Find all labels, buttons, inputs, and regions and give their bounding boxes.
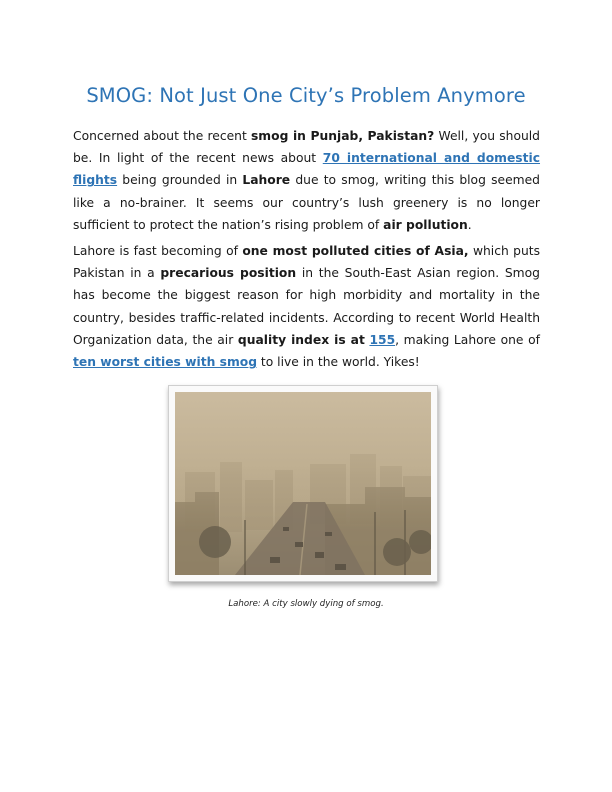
- smog-photo-frame: [168, 385, 438, 582]
- text-run: .: [467, 217, 472, 232]
- image-caption: Lahore: A city slowly dying of smog.: [228, 599, 384, 609]
- text-run: Concerned about the recent: [73, 129, 251, 143]
- text-run: Lahore is fast becoming of: [73, 244, 243, 258]
- flights-link[interactable]: 70 international and domestic flights: [73, 151, 541, 188]
- text-run: due to smog, writing this blog seemed like a no-brainer. It seems our country’s lush greenery is no longer sufficient to protect the nation’s rising problem of: [73, 173, 540, 232]
- aqi-link[interactable]: 155: [369, 332, 396, 347]
- bold-run: precarious position: [160, 266, 297, 281]
- text-run: which puts Pakistan in a: [73, 244, 540, 281]
- text-run: in the South-East Asian region. Smog has become the biggest reason for high morbidity and mortality in the country, besides traffic-related incidents. According to recent World Health Organization data, the air: [73, 266, 540, 347]
- bold-run: air pollution: [383, 217, 468, 232]
- paragraph-1: [73, 125, 540, 236]
- document-title: SMOG: Not Just One City’s Problem Anymore: [86, 84, 526, 107]
- smog-city-photo: [175, 392, 431, 575]
- bold-run: quality index is at: [237, 332, 365, 347]
- text-run: , making Lahore one of: [395, 332, 540, 347]
- paragraph-2: [73, 240, 540, 373]
- text-run: to live in the world. Yikes!: [257, 355, 420, 370]
- bold-run: Lahore: [242, 173, 291, 188]
- worst-cities-link[interactable]: ten worst cities with smog: [73, 355, 258, 370]
- bold-run: smog in Punjab, Pakistan?: [250, 129, 435, 143]
- text-run: Well, you should be. In light of the recent news about: [73, 129, 540, 166]
- bold-run: one most polluted cities of Asia,: [242, 244, 469, 258]
- text-run: being grounded in: [117, 173, 243, 188]
